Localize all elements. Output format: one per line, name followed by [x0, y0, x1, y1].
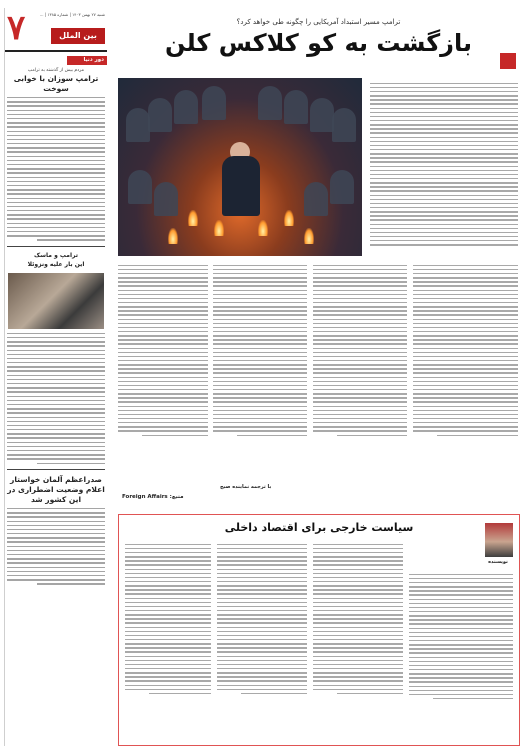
bottom-article-box — [118, 514, 520, 746]
intro-column — [370, 80, 518, 248]
page-header — [5, 8, 107, 52]
date-line: شنبه ۲۷ بهمن ۱۴۰۳ | شماره ۱۳۸۵ | ... — [39, 12, 105, 17]
article2-title-line2: این بار علیه ونزوئلا — [27, 260, 85, 268]
source-credit: منبع: Foreign Affairs — [122, 494, 184, 500]
body-column-4 — [118, 262, 208, 439]
divider — [7, 246, 105, 247]
box-column-1 — [409, 571, 513, 702]
box-column-3 — [217, 541, 307, 697]
body-column-2 — [313, 262, 407, 439]
article2-title-line1: ترامپ و ماسک — [33, 251, 79, 259]
author-photo — [485, 523, 513, 557]
article1-title: ترامپ سوزان با خوابی سوخت — [13, 74, 99, 93]
box-column-2 — [313, 541, 403, 697]
article3-body — [5, 508, 107, 585]
divider — [7, 469, 105, 470]
left-column — [4, 8, 107, 746]
article2-body — [5, 333, 107, 464]
article2-photo — [8, 273, 104, 329]
box-column-4 — [125, 541, 211, 697]
body-column-3 — [213, 262, 307, 439]
main-article-header — [116, 18, 521, 58]
section-tag: دور دنیا — [67, 56, 107, 65]
translator-note: با ترجمه نماینده صبح — [220, 484, 272, 490]
article3-title: صدراعظم آلمان خواستار اعلام وضعیت اضطراری در این کشور شد — [7, 474, 105, 504]
bottom-article-title: سیاست خارجی برای اقتصاد داخلی — [224, 521, 414, 534]
body-column-1 — [413, 262, 518, 439]
section-icon — [500, 53, 516, 69]
main-headline: بازگشت به کو کلاکس کلن — [164, 29, 473, 57]
headline-kicker: ترامپ مسیر استبداد آمریکایی را چگونه طی خواهد کرد؟ — [236, 18, 401, 26]
article1-kicker: مردم بیش از گذشته به ترامپ — [27, 68, 85, 73]
section-name: بین الملل — [51, 28, 105, 44]
hero-illustration — [118, 78, 362, 256]
author-name: نویسنده — [488, 559, 508, 565]
page-number: ٧ — [7, 8, 26, 48]
article1-body — [5, 97, 107, 241]
